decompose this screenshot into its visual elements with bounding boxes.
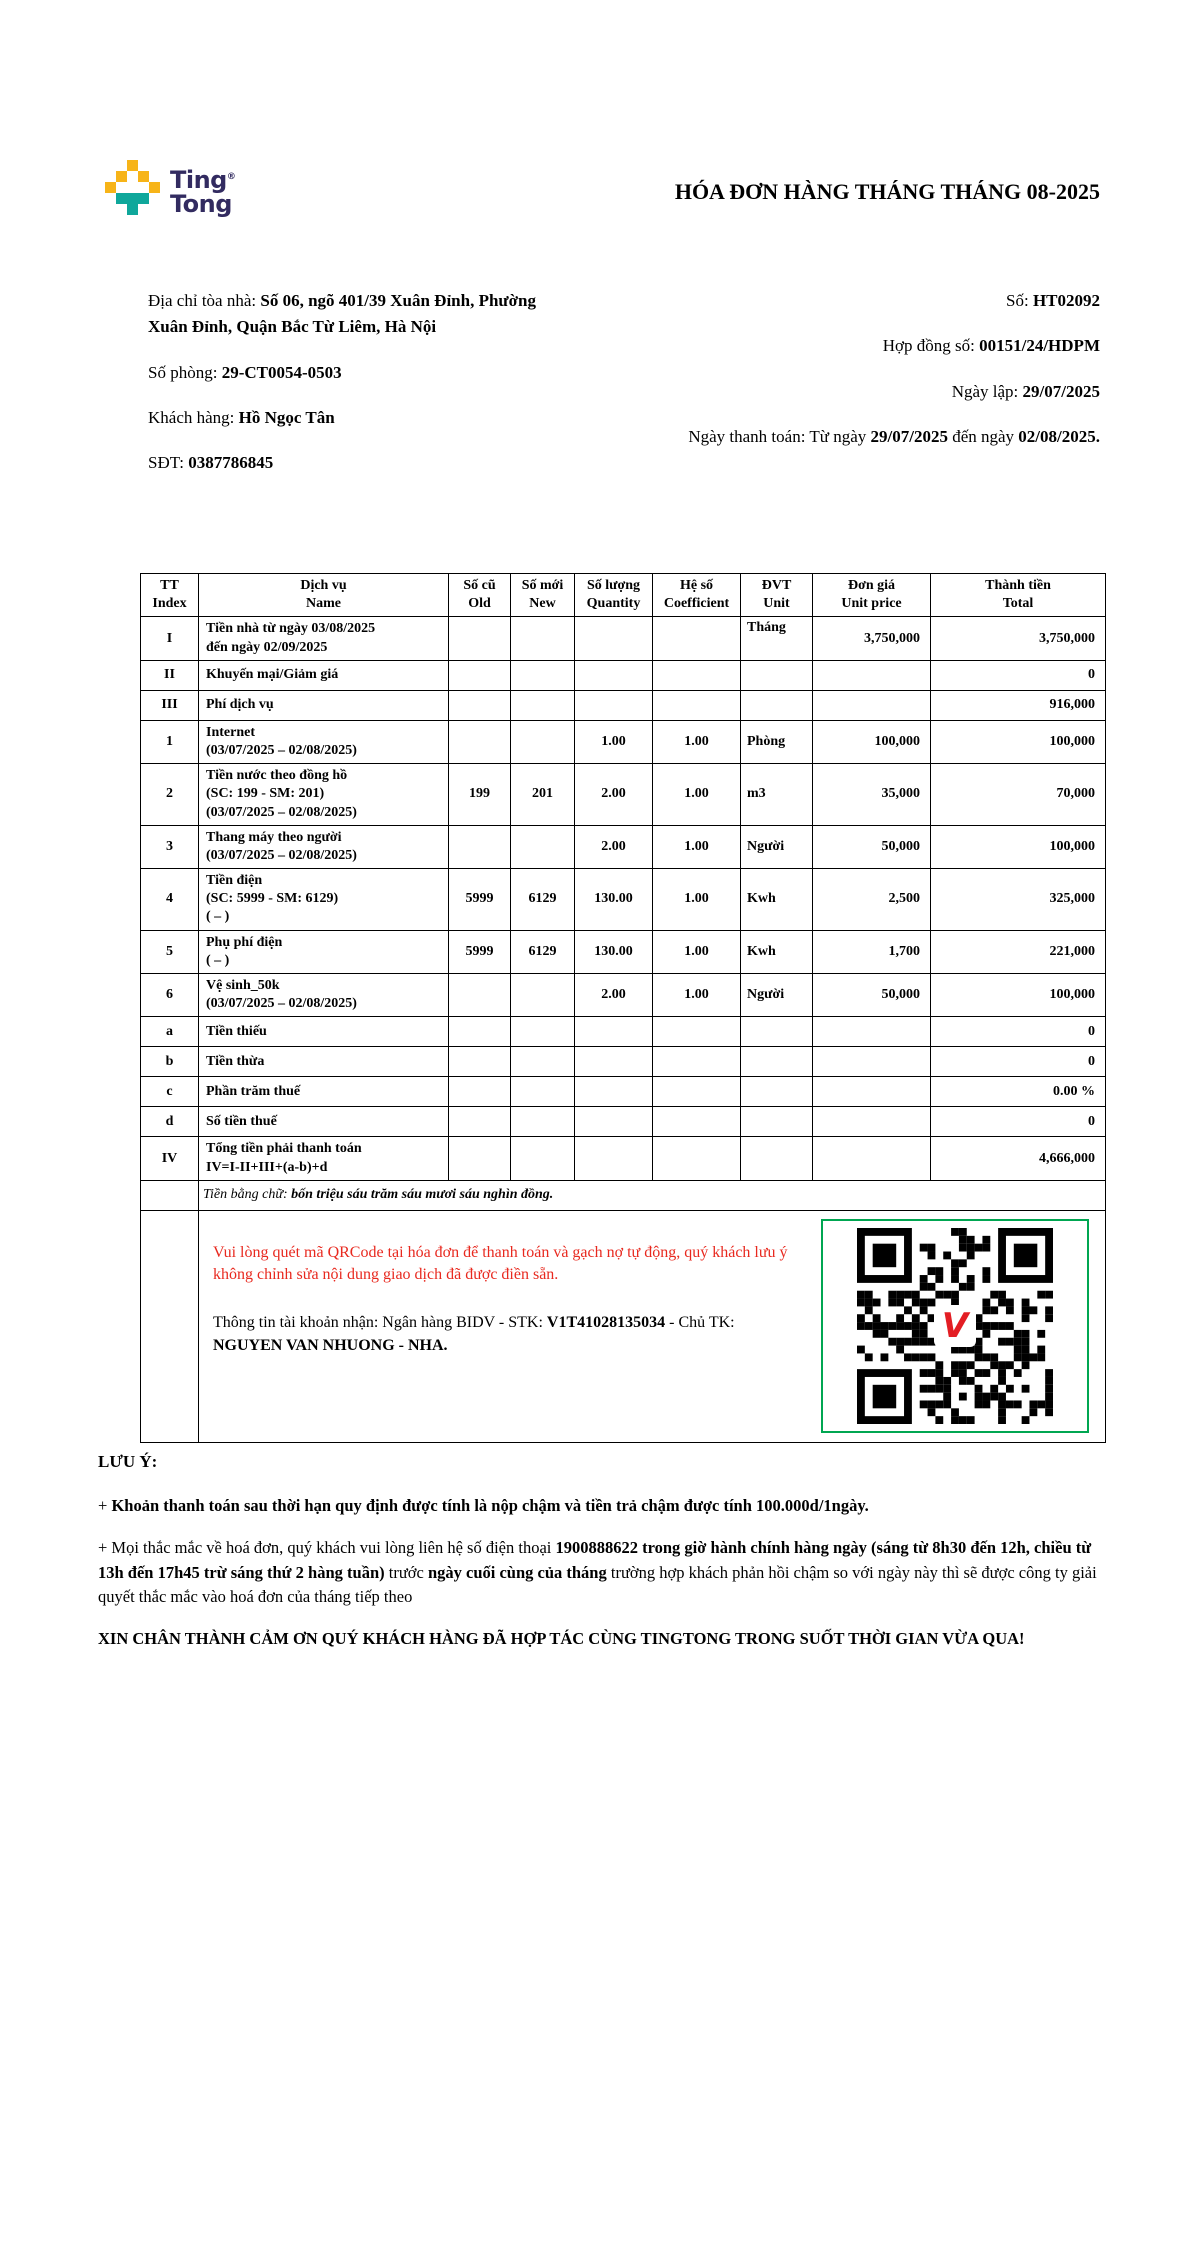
note-item (98, 1494, 1108, 1519)
text-segment: ngày cuối cùng của tháng (427, 1562, 607, 1582)
service-name-cell: Khuyến mại/Giảm giá (199, 660, 449, 690)
logo-pixel (105, 182, 116, 193)
brand-name (170, 166, 236, 218)
service-total-cell: 4,666,000 (931, 1137, 1106, 1180)
column-header: Dịch vụ Name (199, 574, 449, 617)
service-total-cell: 100,000 (931, 825, 1106, 868)
service-unit-cell (741, 1107, 813, 1137)
logo-pixel (138, 171, 149, 182)
service-total-cell: 0 (931, 660, 1106, 690)
account-info-text (213, 1311, 788, 1357)
text-segment: V1T41028135034 (546, 1313, 666, 1331)
service-price-cell (813, 1077, 931, 1107)
text-segment: 00151/24/HDPM (979, 336, 1100, 356)
service-unit-cell (741, 690, 813, 720)
service-total-cell: 100,000 (931, 974, 1106, 1017)
service-row (141, 1107, 1106, 1137)
brand-name-line2: Tong (170, 190, 232, 218)
info-line (655, 288, 1100, 314)
service-new-cell: 6129 (511, 930, 575, 973)
service-row (141, 930, 1106, 973)
service-qty-cell (575, 660, 653, 690)
text-segment: Số 06, ngõ 401/39 Xuân Đỉnh, Phường Xuân Đỉnh, Quận Bắc Từ Liêm, Hà Nội (148, 291, 536, 337)
service-new-cell (511, 1107, 575, 1137)
service-total-cell: 0 (931, 1107, 1106, 1137)
qr-section-cell (199, 1210, 1106, 1442)
text-segment: + (98, 1496, 112, 1515)
service-price-cell: 2,500 (813, 869, 931, 931)
service-total-cell: 3,750,000 (931, 617, 1106, 660)
text-segment: 1900888622 trong giờ hành chính hàng ngày (sáng từ 8h30 đến 12h, chiều từ 13h đến 17h45 trừ sáng thứ 2 hàng tuần) (98, 1537, 1092, 1582)
service-index-cell: 1 (141, 720, 199, 763)
service-name-cell: Tiền thừa (199, 1047, 449, 1077)
service-qty-cell: 2.00 (575, 764, 653, 826)
text-segment: trước (384, 1562, 428, 1582)
text-segment: Hồ Ngọc Tân (238, 408, 335, 428)
service-qty-cell: 2.00 (575, 974, 653, 1017)
service-row (141, 1047, 1106, 1077)
logo-pixel (127, 160, 138, 171)
service-price-cell: 1,700 (813, 930, 931, 973)
service-name-cell: Tiền điện (SC: 5999 - SM: 6129) ( – ) (199, 869, 449, 931)
service-index-cell: a (141, 1017, 199, 1047)
service-name-cell: Thang máy theo người (03/07/2025 – 02/08/2025) (199, 825, 449, 868)
payment-instructions (203, 1214, 821, 1439)
service-row (141, 660, 1106, 690)
service-unit-cell (741, 1047, 813, 1077)
tingtong-logo (105, 160, 235, 226)
info-line (655, 424, 1100, 450)
service-new-cell (511, 1137, 575, 1180)
service-index-cell: I (141, 617, 199, 660)
service-price-cell: 3,750,000 (813, 617, 931, 660)
service-new-cell (511, 825, 575, 868)
qr-code-box (821, 1219, 1089, 1433)
service-row (141, 869, 1106, 931)
service-price-cell (813, 1137, 931, 1180)
tingtong-logo-icon (105, 160, 160, 226)
service-index-cell: 6 (141, 974, 199, 1017)
note-item (98, 1536, 1108, 1610)
service-old-cell (449, 1107, 511, 1137)
service-old-cell (449, 617, 511, 660)
service-new-cell (511, 974, 575, 1017)
service-coef-cell: 1.00 (653, 974, 741, 1017)
service-unit-cell: Kwh (741, 930, 813, 973)
service-coef-cell (653, 690, 741, 720)
service-name-cell: Vệ sinh_50k (03/07/2025 – 02/08/2025) (199, 974, 449, 1017)
service-old-cell: 5999 (449, 869, 511, 931)
service-coef-cell (653, 617, 741, 660)
service-index-cell: II (141, 660, 199, 690)
service-coef-cell: 1.00 (653, 869, 741, 931)
service-coef-cell (653, 1047, 741, 1077)
service-old-cell (449, 660, 511, 690)
service-total-cell: 100,000 (931, 720, 1106, 763)
logo-pixel (149, 182, 160, 193)
invoice-info-right (655, 288, 1100, 469)
page-title: HÓA ĐƠN HÀNG THÁNG THÁNG 08-2025 (674, 179, 1100, 204)
text-segment: Số phòng: (148, 362, 222, 382)
column-header: Số mới New (511, 574, 575, 617)
text-segment: Địa chỉ tòa nhà: (148, 291, 261, 310)
text-segment: 0387786845 (188, 453, 274, 473)
service-coef-cell: 1.00 (653, 720, 741, 763)
service-new-cell (511, 617, 575, 660)
text-segment: HT02092 (1032, 291, 1100, 310)
text-segment: 02/08/2025. (1018, 427, 1100, 447)
service-old-cell (449, 974, 511, 1017)
service-qty-cell (575, 617, 653, 660)
qr-notice-text: Vui lòng quét mã QRCode tại hóa đơn để thanh toán và gạch nợ tự động, quý khách lưu ý không chỉnh sửa nội dung giao dịch đã được điền sẵn. (213, 1243, 788, 1284)
empty-index-cell (141, 1210, 199, 1442)
text-segment: Tiền bằng chữ: (203, 1187, 292, 1203)
service-unit-cell (741, 660, 813, 690)
text-segment: bốn triệu sáu trăm sáu mươi sáu nghìn đồng. (291, 1187, 554, 1203)
service-coef-cell (653, 1017, 741, 1047)
service-row (141, 764, 1106, 826)
service-index-cell: b (141, 1047, 199, 1077)
service-qty-cell (575, 1017, 653, 1047)
logo-pixel (116, 171, 127, 182)
service-unit-cell: Người (741, 825, 813, 868)
service-index-cell: 2 (141, 764, 199, 826)
service-price-cell (813, 1017, 931, 1047)
service-row (141, 974, 1106, 1017)
service-coef-cell: 1.00 (653, 825, 741, 868)
service-qty-cell: 2.00 (575, 825, 653, 868)
service-new-cell (511, 690, 575, 720)
footer-notes (98, 1452, 1108, 1669)
service-row (141, 1077, 1106, 1107)
service-index-cell: III (141, 690, 199, 720)
invoice-info-left (148, 288, 576, 496)
column-header: Thành tiền Total (931, 574, 1106, 617)
text-segment: - Chủ TK: (665, 1313, 735, 1331)
service-new-cell (511, 1047, 575, 1077)
service-total-cell: 0 (931, 1047, 1106, 1077)
text-segment: Hợp đồng số: (882, 336, 980, 356)
service-name-cell: Phần trăm thuế (199, 1077, 449, 1107)
column-header: TT Index (141, 574, 199, 617)
registered-mark: ® (226, 172, 236, 183)
qr-row (141, 1210, 1106, 1442)
info-line (655, 333, 1100, 359)
service-old-cell: 199 (449, 764, 511, 826)
service-price-cell: 35,000 (813, 764, 931, 826)
service-coef-cell (653, 1137, 741, 1180)
service-qty-cell (575, 1047, 653, 1077)
service-name-cell: Internet (03/07/2025 – 02/08/2025) (199, 720, 449, 763)
service-unit-cell (741, 1017, 813, 1047)
service-unit-cell: m3 (741, 764, 813, 826)
text-segment: XIN CHÂN THÀNH CẢM ƠN QUÝ KHÁCH HÀNG ĐÃ HỢP TÁC CÙNG TINGTONG TRONG SUỐT THỜI GIAN VỪA QUA! (98, 1629, 1025, 1648)
service-index-cell: 3 (141, 825, 199, 868)
service-price-cell (813, 690, 931, 720)
text-segment: SĐT: (148, 453, 189, 473)
service-row (141, 825, 1106, 868)
service-qty-cell: 130.00 (575, 869, 653, 931)
text-segment: 29/07/2025 (870, 427, 948, 447)
service-index-cell: 5 (141, 930, 199, 973)
text-segment: Khoản thanh toán sau thời hạn quy định được tính là nộp chậm và tiền trả chậm được tính 100.000d/1ngày. (111, 1496, 869, 1515)
table-header-row (141, 574, 1106, 617)
service-row (141, 690, 1106, 720)
service-index-cell: d (141, 1107, 199, 1137)
service-index-cell: IV (141, 1137, 199, 1180)
service-total-cell: 0.00 % (931, 1077, 1106, 1107)
service-price-cell: 50,000 (813, 825, 931, 868)
service-qty-cell: 130.00 (575, 930, 653, 973)
text-segment: NGUYEN VAN NHUONG - NHA. (213, 1336, 448, 1354)
service-total-cell: 916,000 (931, 690, 1106, 720)
text-segment: Số: (1006, 291, 1033, 310)
column-header: ĐVT Unit (741, 574, 813, 617)
service-price-cell: 50,000 (813, 974, 931, 1017)
service-price-cell (813, 660, 931, 690)
info-line (148, 288, 576, 341)
service-price-cell: 100,000 (813, 720, 931, 763)
text-segment: 29/07/2025 (1022, 381, 1100, 401)
service-name-cell: Tiền thiếu (199, 1017, 449, 1047)
service-new-cell (511, 720, 575, 763)
service-qty-cell (575, 690, 653, 720)
service-new-cell: 6129 (511, 869, 575, 931)
service-unit-cell: Tháng (741, 617, 813, 660)
text-segment: 29-CT0054-0503 (221, 362, 342, 382)
service-coef-cell (653, 1107, 741, 1137)
service-new-cell (511, 1017, 575, 1047)
notes-heading: LƯU Ý: (98, 1452, 158, 1471)
text-segment: đến ngày (947, 427, 1019, 447)
text-segment: + Mọi thắc mắc về hoá đơn, quý khách vui lòng liên hệ số điện thoại (98, 1537, 556, 1557)
column-header: Số lượng Quantity (575, 574, 653, 617)
service-price-cell (813, 1047, 931, 1077)
service-coef-cell: 1.00 (653, 930, 741, 973)
column-header: Số cũ Old (449, 574, 511, 617)
service-unit-cell: Phòng (741, 720, 813, 763)
info-line (655, 379, 1100, 405)
service-name-cell: Số tiền thuế (199, 1107, 449, 1137)
service-old-cell (449, 1047, 511, 1077)
service-coef-cell (653, 1077, 741, 1107)
service-qty-cell (575, 1077, 653, 1107)
service-coef-cell: 1.00 (653, 764, 741, 826)
service-row (141, 1137, 1106, 1180)
amount-in-words (199, 1180, 1106, 1210)
service-qty-cell (575, 1137, 653, 1180)
column-header: Đơn giá Unit price (813, 574, 931, 617)
service-qty-cell (575, 1107, 653, 1137)
service-old-cell: 5999 (449, 930, 511, 973)
column-header: Hệ số Coefficient (653, 574, 741, 617)
vietqr-v-logo-icon: V (934, 1305, 976, 1347)
text-segment: Khách hàng: (148, 408, 239, 428)
service-unit-cell: Kwh (741, 869, 813, 931)
text-segment: Thông tin tài khoản nhận: Ngân hàng BIDV - STK: (213, 1313, 547, 1331)
service-old-cell (449, 690, 511, 720)
service-price-cell (813, 1107, 931, 1137)
text-segment: Ngày lập: (951, 381, 1023, 401)
service-name-cell: Tiền nước theo đồng hồ (SC: 199 - SM: 201) (03/07/2025 – 02/08/2025) (199, 764, 449, 826)
note-item (98, 1627, 1108, 1652)
service-total-cell: 70,000 (931, 764, 1106, 826)
service-unit-cell (741, 1077, 813, 1107)
service-row (141, 617, 1106, 660)
service-old-cell (449, 825, 511, 868)
service-total-cell: 0 (931, 1017, 1106, 1047)
info-line (148, 405, 576, 431)
service-new-cell: 201 (511, 764, 575, 826)
service-unit-cell (741, 1137, 813, 1180)
service-name-cell: Phí dịch vụ (199, 690, 449, 720)
text-segment: Ngày thanh toán: Từ ngày (688, 427, 871, 447)
service-row (141, 1017, 1106, 1047)
service-qty-cell: 1.00 (575, 720, 653, 763)
service-name-cell: Phụ phí điện ( – ) (199, 930, 449, 973)
service-coef-cell (653, 660, 741, 690)
service-unit-cell: Người (741, 974, 813, 1017)
service-index-cell: c (141, 1077, 199, 1107)
service-row (141, 720, 1106, 763)
service-index-cell: 4 (141, 869, 199, 931)
services-table (140, 573, 1106, 1443)
text-segment: trường hợp khách phản hồi chậm so với ngày này thì sẽ được công ty giải quyết thắc mắc vào hoá đơn của tháng tiếp theo (98, 1562, 1097, 1607)
service-old-cell (449, 1077, 511, 1107)
service-old-cell (449, 1137, 511, 1180)
service-new-cell (511, 660, 575, 690)
logo-pixel (127, 204, 138, 215)
service-name-cell: Tổng tiền phải thanh toán IV=I-II+III+(a-b)+d (199, 1137, 449, 1180)
service-name-cell: Tiền nhà từ ngày 03/08/2025 đến ngày 02/09/2025 (199, 617, 449, 660)
info-line (148, 450, 576, 476)
amount-in-words-row (141, 1180, 1106, 1210)
service-old-cell (449, 720, 511, 763)
brand-name-line1: Ting (170, 166, 227, 195)
service-old-cell (449, 1017, 511, 1047)
empty-index-cell (141, 1180, 199, 1210)
service-total-cell: 325,000 (931, 869, 1106, 931)
info-line (148, 360, 576, 386)
logo-pixel (116, 193, 149, 204)
service-total-cell: 221,000 (931, 930, 1106, 973)
service-new-cell (511, 1077, 575, 1107)
